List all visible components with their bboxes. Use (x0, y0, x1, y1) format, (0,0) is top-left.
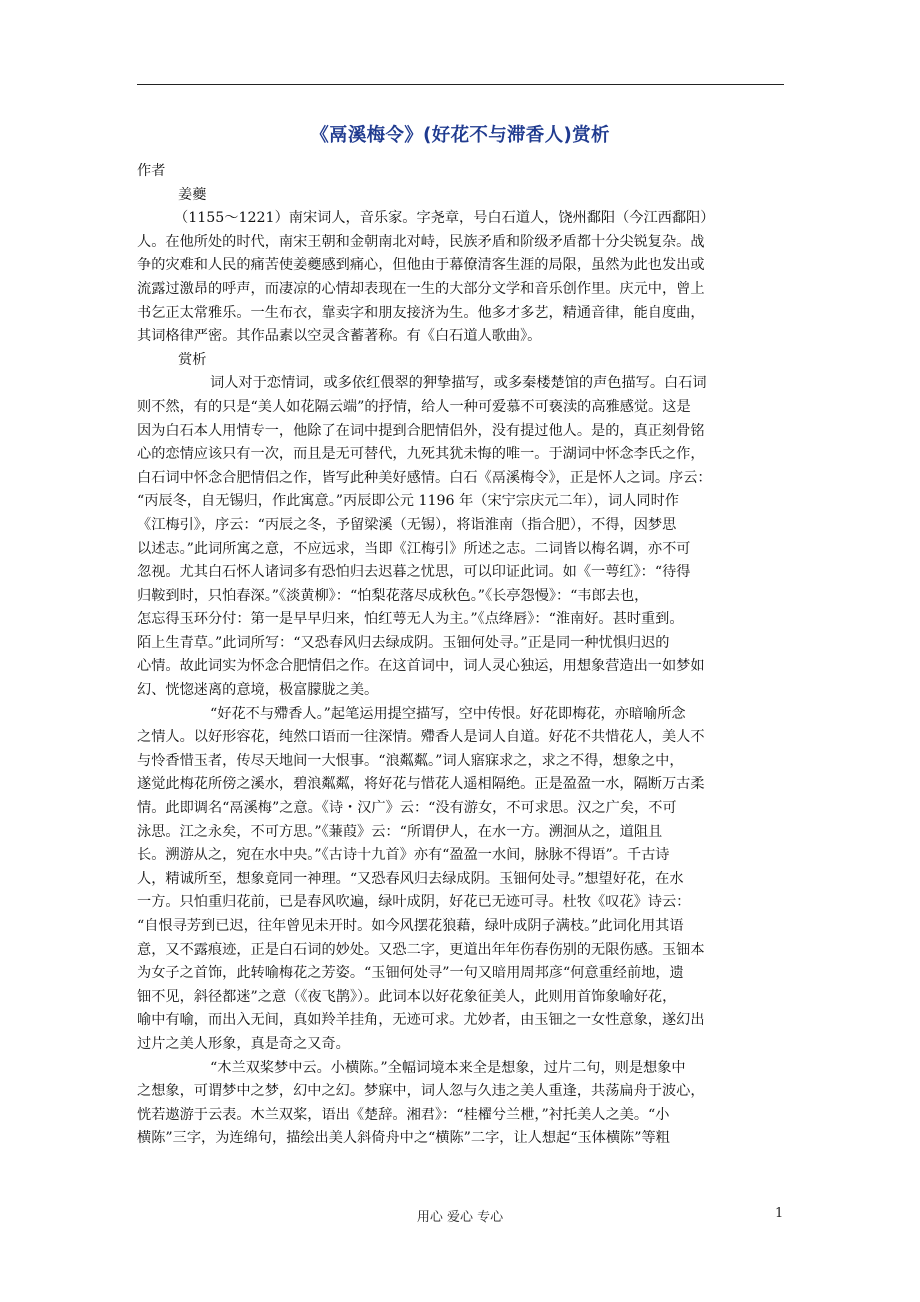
paragraph-2-line: 人，精诚所至，想象竟同一神理。“又恐春风归去绿成阴。玉钿何处寻。”想望好花，在水 (137, 870, 684, 887)
paragraph-1-line: 词人对于恋情词，或多依红偎翠的狎挚描写，或多秦楼楚馆的声色描写。白石词 (210, 375, 707, 392)
paragraph-1-line: “丙辰冬，自无锡归，作此寓意。”丙辰即公元 1196 年（宋宁宗庆元二年），词人同时作 (137, 493, 679, 510)
paragraph-2-line: 为女子之首饰，此转喻梅花之芳姿。“玉钿何处寻”一句又暗用周邦彦“何意重经前地，遗 (137, 965, 684, 982)
paragraph-1 (137, 372, 787, 702)
paragraph-2-line: 泳思。江之永矣，不可方思。”《蒹葭》云：“所谓伊人，在水一方。溯洄从之，道阻且 (137, 823, 663, 840)
paragraph-1-line: 幻、恍惚迷离的意境，极富朦胧之美。 (137, 682, 379, 699)
paragraph-3-line: 之想象，可谓梦中之梦，幻中之幻。梦寐中，词人忽与久违之美人重逢，共荡扁舟于波心， (137, 1083, 705, 1100)
paragraph-3-line: 恍若遨游于云表。木兰双桨，语出《楚辞。湘君》：“桂櫂兮兰枻，”衬托美人之美。“小 (137, 1106, 670, 1123)
paragraph-1-line: 归鞍到时，只怕春深。”《淡黄柳》：“怕梨花落尽成秋色。”《长亭怨慢》：“韦郎去也， (137, 587, 649, 604)
paragraph-2-line: 一方。只怕重归花前，已是春风吹遍，绿叶成阴，好花已无迹可寻。杜牧《叹花》诗云： (137, 894, 691, 911)
author-bio (137, 207, 787, 349)
paragraph-2-line: 与怜香惜玉者，传尽天地间一大恨事。“浪粼粼。”词人寤寐求之，求之不得，想象之中， (137, 752, 684, 769)
bio-line: 争的灾难和人民的痛苦使姜夔感到痛心，但他由于幕僚清客生涯的局限，虽然为此也发出或 (137, 257, 705, 274)
paragraph-2-line: 意，又不露痕迹，正是白石词的妙处。又恐二字，更道出年年伤春伤别的无限伤感。玉钿本 (137, 941, 705, 958)
paragraph-1-line: 忽视。尤其白石怀人诸词多有恐怕归去迟暮之忧思，可以印证此词。如《一萼红》：“待得 (137, 564, 691, 581)
paragraph-1-line: 怎忘得玉环分付：第一是早早归来，怕红萼无人为主。”《点绛唇》：“淮南好。甚时重到。 (137, 611, 684, 628)
bio-line: （1155～1221）南宋词人，音乐家。字尧章，号白石道人，饶州鄱阳（今江西鄱阳） (174, 210, 715, 227)
page-footer (0, 1206, 920, 1226)
paragraph-1-line: 心的恋情应该只有一次，而且是无可替代，九死其犹未悔的唯一。于湖词中怀念李氏之作， (137, 446, 705, 463)
paragraph-2-line: 遂觉此梅花所傍之溪水，碧浪粼粼，将好花与惜花人遥相隔绝。正是盈盈一水，隔断万古柔 (137, 776, 705, 793)
paragraph-2-line: 过片之美人形象，真是奇之又奇。 (137, 1035, 350, 1052)
header-rule (137, 84, 784, 85)
paragraph-1-line: 白石词中怀念合肥情侣之作，皆写此种美好感情。白石《鬲溪梅令》，正是怀人之词。序云： (137, 469, 712, 486)
paragraph-1-line: 心情。故此词实为怀念合肥情侣之作。在这首词中，词人灵心独运，用想象营造出一如梦如 (137, 658, 705, 675)
document-body (137, 160, 787, 1151)
paragraph-2-line: “自恨寻芳到已迟，往年曾见未开时。如今风摆花狼藉，绿叶成阴子满枝。”此词化用其语 (137, 918, 684, 934)
paragraph-2-line: 长。溯游从之，宛在水中央。”《古诗十九首》亦有“盈盈一水间，脉脉不得语”。千古诗 (137, 847, 670, 864)
author-name: 姜夔 (178, 186, 207, 203)
footer-motto: 用心 爱心 专心 (416, 1210, 504, 1225)
section-heading-author: 作者 (137, 163, 166, 179)
bio-line: 流露过激昂的呼声，而凄凉的心情却表现在一生的大部分文学和音乐创作里。庆元中，曾上 (137, 280, 705, 297)
bio-line: 其词格律严密。其作品素以空灵含蓄著称。有《白石道人歌曲》。 (137, 328, 542, 345)
page-number: 1 (775, 1206, 784, 1221)
bio-line: 人。在他所处的时代，南宋王朝和金朝南北对峙，民族矛盾和阶级矛盾都十分尖锐复杂。战 (137, 233, 705, 250)
paragraph-1-line: 以述志。”此词所寓之意，不应远求，当即《江梅引》所述之志。二词皆以梅名调，亦不可 (137, 540, 691, 557)
document-title: 《鬲溪梅令》(好花不与滞香人)赏析 (310, 125, 610, 146)
paragraph-2-line: “好花不与殢香人。”起笔运用提空描写，空中传恨。好花即梅花，亦暗喻所念 (210, 705, 686, 722)
paragraph-1-line: 则不然，有的只是“美人如花隔云端”的抒情，给人一种可爱慕不可亵渎的高雅感觉。这是 (137, 398, 691, 415)
paragraph-1-line: 陌上生青草。”此词所写：“又恐春风归去绿成阴。玉钿何处寻。”正是同一种忧惧归迟的 (137, 634, 670, 651)
paragraph-2-line: 情。此即调名“鬲溪梅”之意。《诗・汉广》云：“没有游女，不可求思。汉之广矣，不可 (137, 800, 677, 817)
paragraph-1-line: 《江梅引》，序云：“丙辰之冬，予留梁溪（无锡），将诣淮南（指合肥），不得，因梦思 (137, 516, 677, 533)
paragraph-3 (137, 1057, 787, 1151)
paragraph-3-line: 横陈”三字，为连绵句，描绘出美人斜倚舟中之“横陈”二字，让人想起“玉体横陈”等粗 (137, 1130, 670, 1147)
paragraph-2 (137, 703, 787, 1057)
paragraph-2-line: 钿不见，斜径都迷”之意（《夜飞鹊》）。此词本以好花象征美人，此则用首饰象喻好花， (137, 988, 677, 1005)
bio-line: 书乞正太常雅乐。一生布衣，靠卖字和朋友接济为生。他多才多艺，精通音律，能自度曲， (137, 304, 705, 321)
section-heading-appreciation: 赏析 (178, 351, 207, 368)
paragraph-2-line: 之情人。以好形容花，纯然口语而一往深情。殢香人是词人自道。好花不共惜花人，美人不 (137, 729, 705, 746)
paragraph-2-line: 喻中有喻，而出入无间，真如羚羊挂角，无迹可求。尤妙者，由玉钿之一女性意象，遂幻出 (137, 1012, 705, 1029)
paragraph-3-line: “木兰双桨梦中云。小横陈。”全幅词境本来全是想象，过片二句，则是想象中 (210, 1059, 686, 1076)
paragraph-1-line: 因为白石本人用情专一，他除了在词中提到合肥情侣外，没有提过他人。是的，真正刻骨铭 (137, 422, 705, 439)
